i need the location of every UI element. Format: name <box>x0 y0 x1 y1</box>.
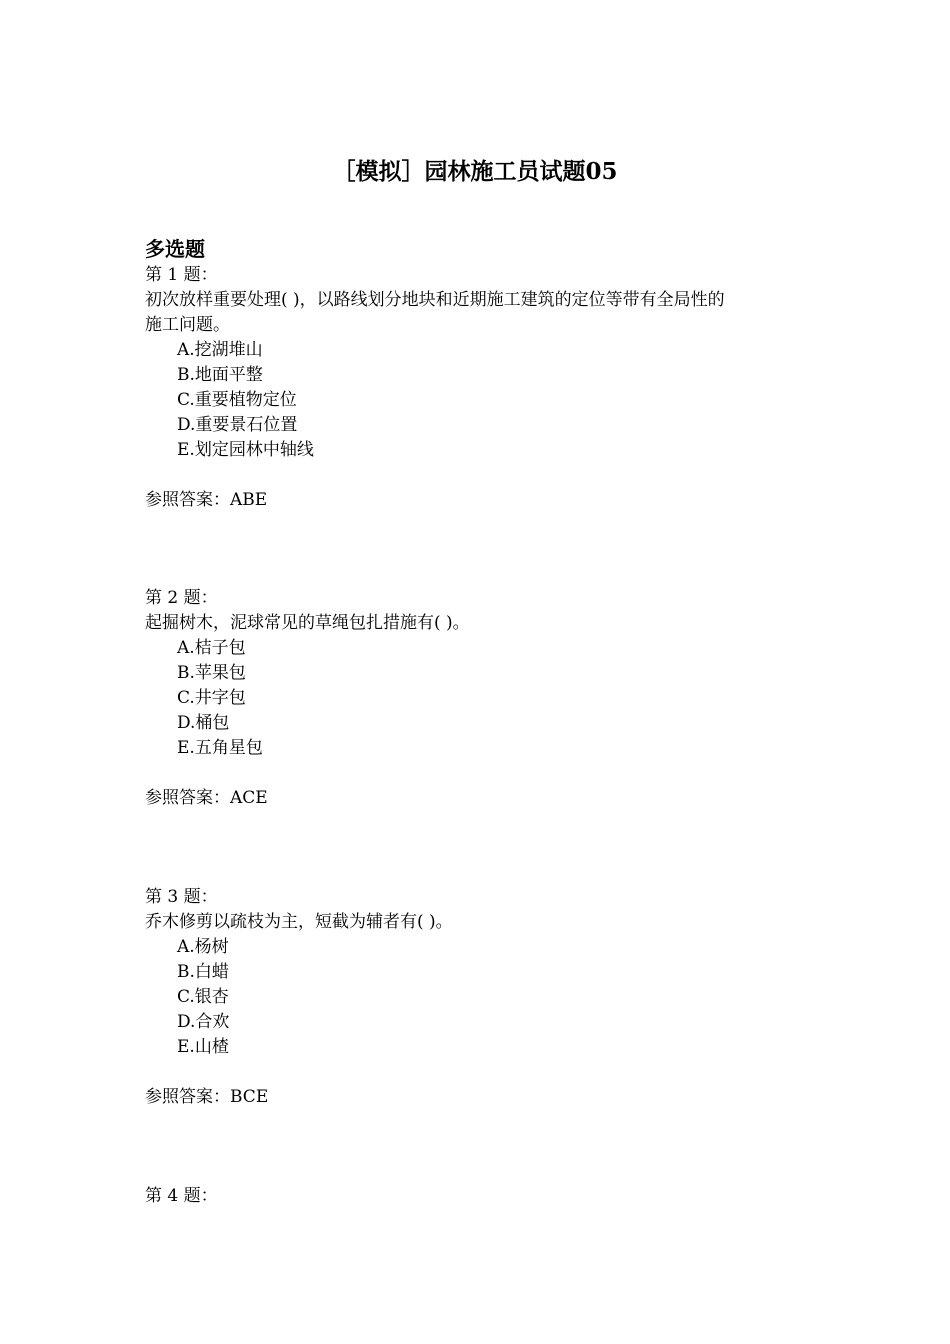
option-a: A.桔子包 <box>177 638 246 658</box>
option-b: B.地面平整 <box>177 365 263 385</box>
document-title: ［模拟］园林施工员试题05 <box>332 158 618 185</box>
option-d: D.合欢 <box>177 1012 230 1032</box>
question-text-line: 施工问题。 <box>145 315 230 335</box>
question-text-line: 乔木修剪以疏枝为主，短截为辅者有( )。 <box>145 912 453 932</box>
answer-prefix: 参照答案： <box>145 788 230 808</box>
question-4 <box>145 1184 825 1209</box>
question-label: 第 2 题： <box>145 588 218 608</box>
answer-value: ABE <box>230 490 268 510</box>
option-c: C.重要植物定位 <box>177 390 297 410</box>
answer-line <box>145 1085 825 1110</box>
question-3 <box>145 885 825 1110</box>
option-d: D.桶包 <box>177 713 230 733</box>
question-1 <box>145 263 825 513</box>
option-e: E.山楂 <box>177 1037 229 1057</box>
question-2 <box>145 586 825 811</box>
option-b: B.白蜡 <box>177 962 229 982</box>
question-text-line: 起掘树木，泥球常见的草绳包扎措施有( )。 <box>145 613 470 633</box>
section-heading: 多选题 <box>145 237 205 261</box>
question-label: 第 1 题： <box>145 265 218 285</box>
option-e: E.五角星包 <box>177 738 263 758</box>
question-text-line: 初次放样重要处理( )，以路线划分地块和近期施工建筑的定位等带有全局性的 <box>145 290 725 310</box>
option-a: A.杨树 <box>177 937 229 957</box>
option-c: C.银杏 <box>177 987 229 1007</box>
option-b: B.苹果包 <box>177 663 246 683</box>
answer-line <box>145 488 825 513</box>
answer-value: BCE <box>230 1087 269 1107</box>
answer-prefix: 参照答案： <box>145 1087 230 1107</box>
answer-line <box>145 786 825 811</box>
question-label: 第 3 题： <box>145 887 218 907</box>
option-e: E.划定园林中轴线 <box>177 440 314 460</box>
option-d: D.重要景石位置 <box>177 415 298 435</box>
answer-prefix: 参照答案： <box>145 490 230 510</box>
option-c: C.井字包 <box>177 688 246 708</box>
answer-value: ACE <box>230 788 268 808</box>
option-a: A.挖湖堆山 <box>177 340 263 360</box>
question-label: 第 4 题： <box>145 1186 218 1206</box>
